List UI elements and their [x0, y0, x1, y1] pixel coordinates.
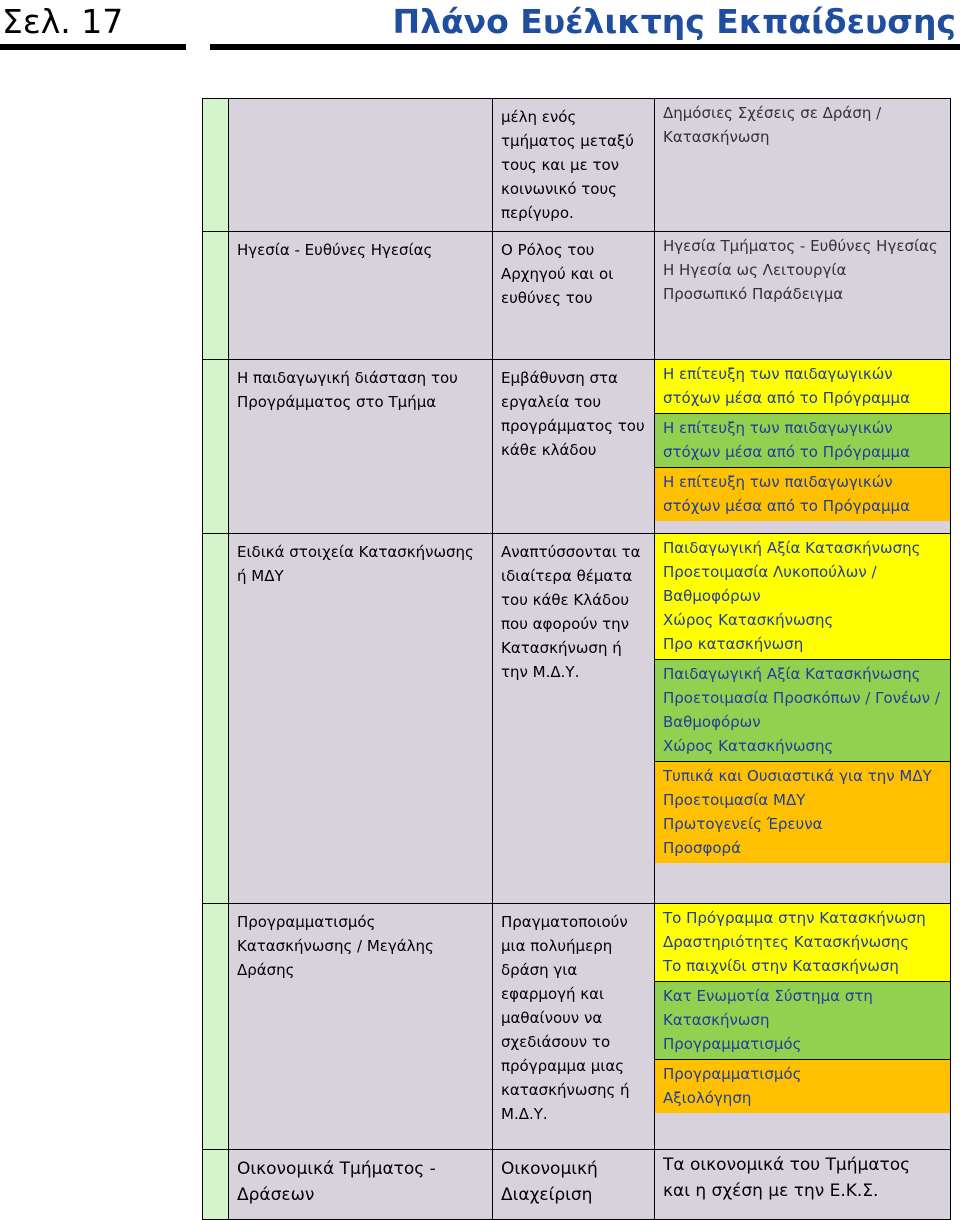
- subject-block-green: [655, 414, 950, 468]
- row-marker-cell: [203, 904, 229, 1150]
- table-row: [203, 904, 951, 1150]
- topic-cell: [229, 99, 493, 232]
- description-cell: Πραγματοποιούν μια πολυήμερη δράση για εφαρμογή και μαθαίνουν να σχεδιάσουν το πρόγραμμα μιας κατασκήνωσης ή Μ.Δ.Υ.: [493, 904, 655, 1150]
- subject-line: Προσφορά: [663, 839, 741, 857]
- topic-cell: Προγραμματισμός Κατασκήνωσης / Μεγάλης Δράσης: [229, 904, 493, 1150]
- subject-block-yellow: [655, 904, 950, 982]
- subject-line: Παιδαγωγική Αξία Κατασκήνωσης: [663, 665, 921, 683]
- topic-cell: Οικονομικά Τμήματος - Δράσεων: [229, 1150, 493, 1220]
- subject-line: Το Πρόγραμμα στην Κατασκήνωση: [663, 909, 926, 927]
- subject-line: Κατ Ενωμοτία Σύστημα στη Κατασκήνωση: [663, 987, 873, 1029]
- subject-block-green: [655, 982, 950, 1060]
- description-cell: Ο Ρόλος του Αρχηγού και οι ευθύνες του: [493, 232, 655, 360]
- row-marker-cell: [203, 99, 229, 232]
- subject-line: Χώρος Κατασκήνωσης: [663, 611, 834, 629]
- row-marker-cell: [203, 534, 229, 904]
- table-row: [203, 360, 951, 534]
- subject-line: Προετοιμασία Προσκόπων / Γονέων / Βαθμοφόρων: [663, 689, 940, 731]
- topic-cell: Ηγεσία - Ευθύνες Ηγεσίας: [229, 232, 493, 360]
- row-marker-cell: [203, 360, 229, 534]
- subject-line: Η επίτευξη των παιδαγωγικών στόχων μέσα από το Πρόγραμμα: [663, 419, 910, 461]
- subject-line: Προ κατασκήνωση: [663, 635, 804, 653]
- table-row: [203, 232, 951, 360]
- subject-line: Αξιολόγηση: [663, 1089, 752, 1107]
- subject-block-orange: [655, 762, 950, 863]
- header-rule-right: [210, 44, 960, 50]
- page-title: Πλάνο Ευέλικτης Εκπαίδευσης: [392, 2, 956, 41]
- training-plan-body: [203, 99, 951, 1220]
- subject-line: Η επίτευξη των παιδαγωγικών στόχων μέσα από το Πρόγραμμα: [663, 365, 910, 407]
- row-marker-cell: [203, 232, 229, 360]
- subject-line: Προγραμματισμός: [663, 1035, 802, 1053]
- description-cell: Αναπτύσσονται τα ιδιαίτερα θέματα του κάθε Κλάδου που αφορούν την Κατασκήνωση ή την Μ.Δ.Υ.: [493, 534, 655, 904]
- subject-block-gray: [655, 1150, 950, 1207]
- subject-block-gray: [655, 99, 950, 152]
- subject-line: Πρωτογενείς Έρευνα: [663, 815, 823, 833]
- subject-block-green: [655, 660, 950, 762]
- table-row: [203, 1150, 951, 1220]
- description-cell: μέλη ενός τμήματος μεταξύ τους και με τον κοινωνικό τους περίγυρο.: [493, 99, 655, 232]
- subject-line: Η επίτευξη των παιδαγωγικών στόχων μέσα από το Πρόγραμμα: [663, 473, 910, 515]
- subject-line: Τυπικά και Ουσιαστικά για την ΜΔΥ: [663, 767, 932, 785]
- subject-line: Προγραμματισμός: [663, 1065, 802, 1083]
- subject-line: Τα οικονομικά του Τμήματος και η σχέση με την Ε.Κ.Σ.: [663, 1155, 911, 1201]
- subject-line: Το παιχνίδι στην Κατασκήνωση: [663, 957, 899, 975]
- table-row: [203, 99, 951, 232]
- subject-line: Χώρος Κατασκήνωσης: [663, 737, 834, 755]
- subjects-cell: [655, 904, 951, 1150]
- subject-block-orange: [655, 468, 950, 521]
- subject-line: Δραστηριότητες Κατασκήνωσης: [663, 933, 909, 951]
- subjects-cell: [655, 1150, 951, 1220]
- subject-block-orange: [655, 1060, 950, 1113]
- header-rule-left: [0, 44, 186, 50]
- subject-line: Παιδαγωγική Αξία Κατασκήνωσης: [663, 539, 921, 557]
- row-marker-cell: [203, 1150, 229, 1220]
- subject-block-gray: [655, 232, 950, 309]
- subjects-cell: [655, 534, 951, 904]
- subjects-cell: [655, 360, 951, 534]
- description-cell: Οικονομική Διαχείριση: [493, 1150, 655, 1220]
- subjects-cell: [655, 99, 951, 232]
- table-row: [203, 534, 951, 904]
- subjects-cell: [655, 232, 951, 360]
- subject-line: Δημόσιες Σχέσεις σε Δράση / Κατασκήνωση: [663, 104, 882, 146]
- subject-line: Η Ηγεσία ως Λειτουργία: [663, 261, 847, 279]
- topic-cell: Η παιδαγωγική διάσταση του Προγράμματος στο Τμήμα: [229, 360, 493, 534]
- subject-line: Ηγεσία Τμήματος - Ευθύνες Ηγεσίας: [663, 237, 938, 255]
- training-plan-table: [202, 98, 951, 1220]
- topic-cell: Ειδικά στοιχεία Κατασκήνωσης ή ΜΔΥ: [229, 534, 493, 904]
- page-number-label: Σελ. 17: [2, 2, 124, 41]
- subject-line: Προετοιμασία ΜΔΥ: [663, 791, 806, 809]
- subject-line: Προσωπικό Παράδειγμα: [663, 285, 844, 303]
- subject-block-yellow: [655, 360, 950, 414]
- subject-block-yellow: [655, 534, 950, 660]
- description-cell: Εμβάθυνση στα εργαλεία του προγράμματος του κάθε κλάδου: [493, 360, 655, 534]
- subject-line: Προετοιμασία Λυκοπούλων / Βαθμοφόρων: [663, 563, 877, 605]
